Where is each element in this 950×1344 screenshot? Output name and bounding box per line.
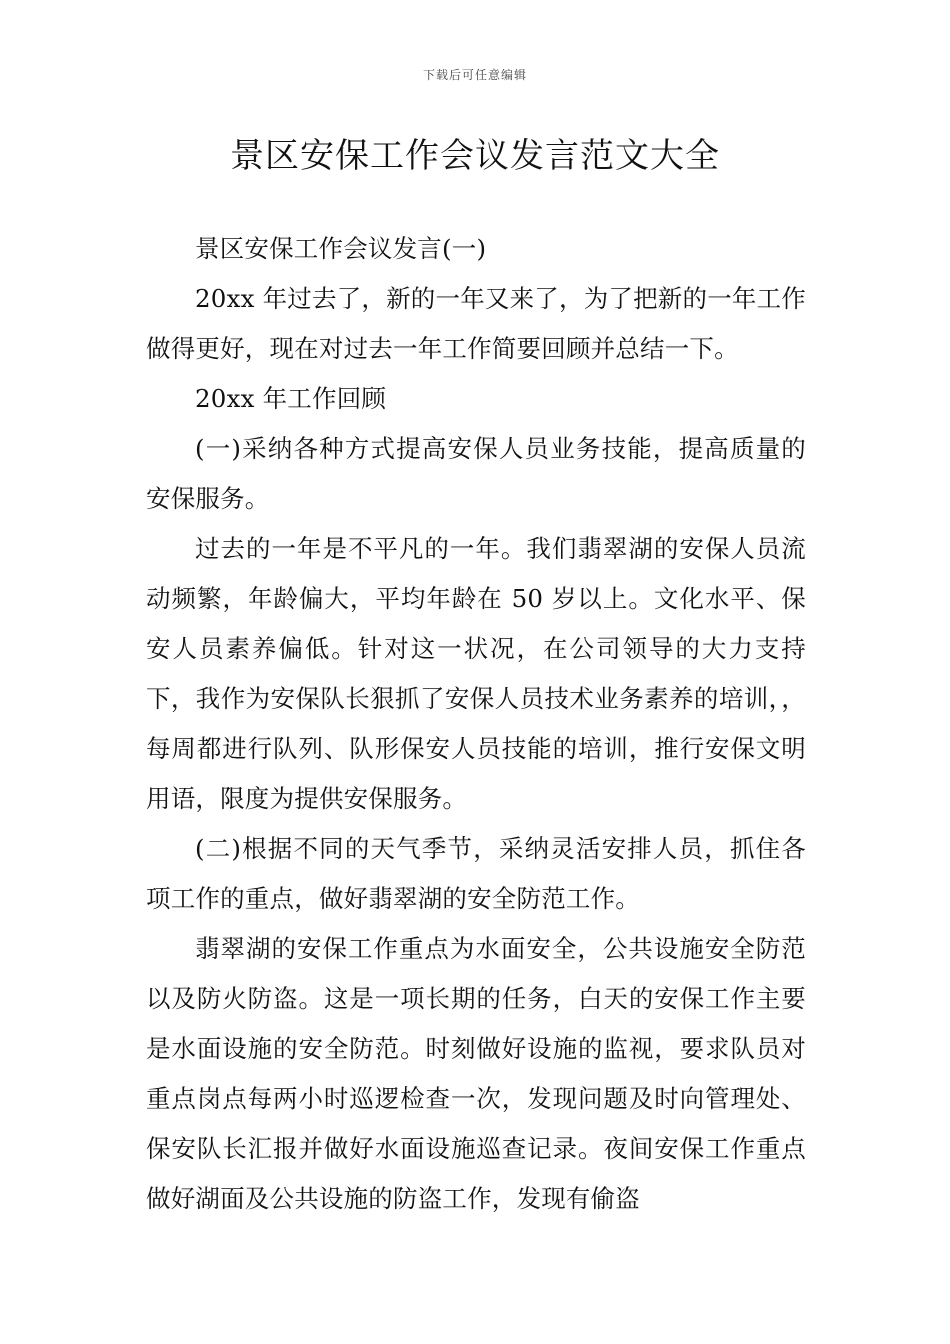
paragraph-item-one: (一)采纳各种方式提高安保人员业务技能，提高质量的安保服务。 [146, 434, 806, 513]
paragraph-review-heading: 20xx 年工作回顾 [195, 384, 387, 413]
paragraph-item-one-detail: 过去的一年是不平凡的一年。我们翡翠湖的安保人员流动频繁，年龄偏大，平均年龄在 50 岁以上。文化水平、保安人员素养偏低。针对这一状况，在公司领导的大力支持下，我作为安保队长狠抓了安保人员技术业务素养的培训，，每周都进行队列、队形保安人员技能的培训，推行安保文明用语，限度为提供安保服务。 [146, 534, 806, 813]
paragraph-item-two: (二)根据不同的天气季节，采纳灵活安排人员，抓住各项工作的重点，做好翡翠湖的安全防范工作。 [146, 834, 806, 913]
document-title: 景区安保工作会议发言范文大全 [230, 136, 720, 176]
paragraph-section-heading: 景区安保工作会议发言(一) [195, 234, 487, 263]
header-note: 下载后可任意编辑 [422, 68, 527, 82]
paragraph-intro: 20xx 年过去了，新的一年又来了，为了把新的一年工作做得更好，现在对过去一年工作简要回顾并总结一下。 [146, 284, 806, 363]
paragraph-item-two-detail: 翡翠湖的安保工作重点为水面安全，公共设施安全防范以及防火防盗。这是一项长期的任务，白天的安保工作主要是水面设施的安全防范。时刻做好设施的监视，要求队员对重点岗点每两小时巡逻检查一次，发现问题及时向管理处、保安队长汇报并做好水面设施巡查记录。夜间安保工作重点做好湖面及公共设施的防盗工作，发现有偷盗 [146, 934, 806, 1213]
document-body [146, 224, 806, 1224]
